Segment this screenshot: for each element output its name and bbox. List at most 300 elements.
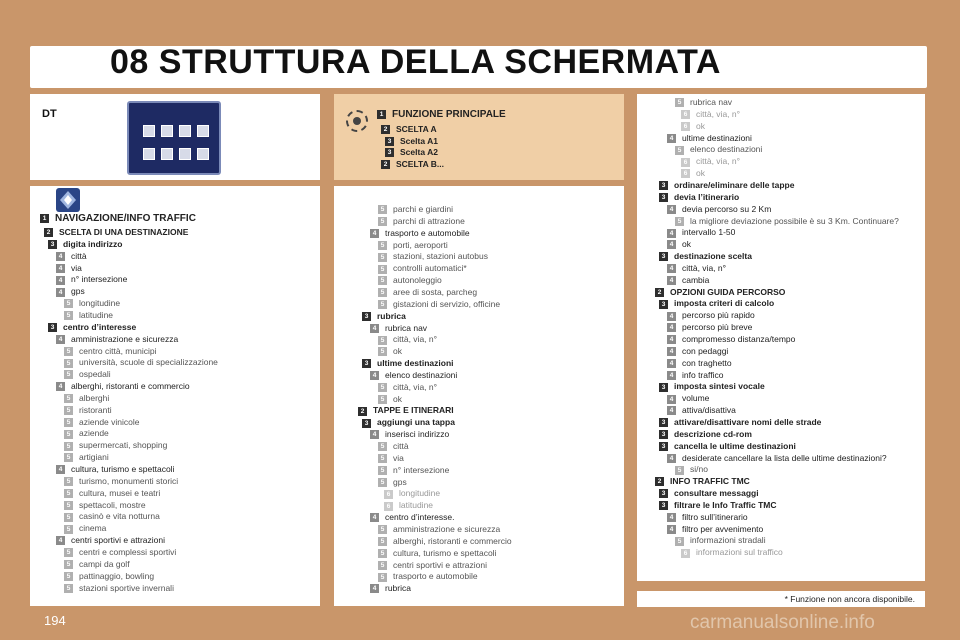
level-badge: 4 (370, 513, 379, 522)
menu-item-level-5 (64, 297, 120, 309)
menu-item-label: attiva/disattiva (682, 405, 736, 416)
menu-item-level-3 (659, 191, 739, 203)
menu-item-label: Scelta A2 (400, 147, 438, 157)
level-badge: 5 (378, 265, 387, 274)
level-badge: 4 (56, 465, 65, 474)
level-badge: 5 (675, 217, 684, 226)
level-badge: 5 (378, 276, 387, 285)
menu-item-label: via (393, 452, 404, 463)
menu-item-label: n° intersezione (393, 464, 450, 475)
menu-item-label: cultura, turismo e spettacoli (393, 547, 497, 558)
menu-item-level-3 (659, 380, 765, 392)
menu-item-label: cinema (79, 523, 107, 534)
menu-item-level-5 (64, 309, 113, 321)
menu-item-level-5 (378, 440, 409, 452)
watermark: carmanualsonline.info (690, 612, 875, 633)
level-badge: 3 (659, 383, 668, 392)
menu-item-level-5 (378, 570, 478, 582)
menu-item-level-2 (381, 158, 444, 170)
menu-item-label: elenco destinazioni (385, 369, 458, 380)
menu-item-label: alberghi, ristoranti e commercio (71, 381, 190, 392)
menu-item-level-6 (384, 487, 440, 499)
menu-item-level-4 (667, 369, 723, 381)
menu-item-level-2 (44, 226, 188, 238)
menu-item-level-4 (667, 357, 732, 369)
menu-item-level-5 (378, 535, 512, 547)
menu-item-label: stazioni, stazioni autobus (393, 251, 488, 262)
menu-item-level-6 (681, 120, 705, 132)
menu-item-label: info traffico (682, 369, 724, 380)
menu-item-level-6 (681, 546, 783, 558)
menu-item-level-4 (56, 463, 174, 475)
menu-item-label: città (71, 250, 87, 261)
menu-item-label: artigiani (79, 452, 109, 463)
menu-item-label: alberghi, ristoranti e commercio (393, 535, 512, 546)
level-badge: 5 (64, 501, 73, 510)
menu-item-label: ristoranti (79, 404, 112, 415)
menu-item-level-5 (378, 250, 488, 262)
menu-item-level-5 (64, 427, 109, 439)
level-badge: 4 (667, 371, 676, 380)
menu-item-level-5 (64, 356, 218, 368)
level-badge: 5 (64, 394, 73, 403)
menu-item-level-5 (64, 522, 106, 534)
level-badge: 3 (659, 252, 668, 261)
level-badge: 5 (378, 288, 387, 297)
menu-item-level-4 (667, 309, 755, 321)
menu-item-label: supermercati, shopping (79, 440, 168, 451)
level-badge: 4 (56, 276, 65, 285)
level-badge: 2 (358, 407, 367, 416)
menu-item-label: centri sportivi e attrazioni (71, 535, 166, 546)
menu-item-label: ordinare/eliminare delle tappe (674, 179, 795, 190)
footnote-box (637, 591, 925, 607)
level-badge: 4 (667, 134, 676, 143)
menu-item-level-3 (659, 179, 794, 191)
menu-item-label: autonoleggio (393, 275, 442, 286)
footnote-text: * Funzione non ancora disponibile. (784, 594, 915, 604)
menu-item-level-5 (675, 96, 732, 108)
menu-item-label: longitudine (399, 488, 441, 499)
menu-item-level-4 (56, 534, 165, 546)
level-badge: 4 (667, 406, 676, 415)
menu-item-level-5 (675, 534, 766, 546)
menu-item-label: la migliore deviazione possibile è su 3 Km. Continuare? (690, 215, 899, 226)
menu-item-level-3 (362, 310, 406, 322)
level-badge: 5 (64, 418, 73, 427)
level-badge: 5 (64, 453, 73, 462)
menu-item-label: SCELTA B... (396, 158, 445, 169)
menu-item-label: filtro per avvenimento (682, 523, 764, 534)
menu-item-label: rubrica nav (385, 322, 428, 333)
level-badge: 3 (659, 430, 668, 439)
menu-item-label: alberghi (79, 392, 110, 403)
menu-item-level-6 (384, 499, 433, 511)
menu-item-label: amministrazione e sicurezza (393, 523, 501, 534)
menu-item-label: con pedaggi (682, 345, 729, 356)
level-badge: 4 (370, 324, 379, 333)
level-badge: 5 (64, 311, 73, 320)
level-badge: 3 (659, 300, 668, 309)
level-badge: 5 (64, 489, 73, 498)
menu-item-label: SCELTA A (396, 124, 437, 134)
menu-item-label: rubrica nav (690, 97, 733, 107)
level-badge: 4 (667, 359, 676, 368)
level-badge: 6 (681, 110, 690, 119)
page-number: 194 (44, 613, 66, 628)
level-badge: 3 (385, 148, 394, 157)
menu-item-label: campi da golf (79, 558, 130, 569)
level-badge: 5 (64, 560, 73, 569)
level-badge: 5 (64, 525, 73, 534)
menu-item-level-5 (378, 286, 477, 298)
menu-item-level-2 (358, 404, 454, 416)
menu-item-label: ok (393, 346, 402, 357)
menu-item-level-4 (370, 369, 457, 381)
menu-item-level-5 (64, 558, 130, 570)
menu-item-level-4 (667, 392, 709, 404)
level-badge: 5 (64, 442, 73, 451)
level-badge: 6 (681, 158, 690, 167)
menu-item-level-4 (667, 238, 691, 250)
menu-item-label: stazioni sportive invernali (79, 582, 174, 593)
menu-item-label: imposta criteri di calcolo (674, 298, 775, 309)
menu-item-label: FUNZIONE PRINCIPALE (392, 109, 506, 120)
menu-item-level-1 (377, 108, 506, 120)
menu-item-label: gistazioni di servizio, officine (393, 298, 501, 309)
menu-item-level-4 (667, 274, 709, 286)
menu-item-label: TAPPE E ITINERARI (373, 405, 454, 416)
menu-item-level-6 (681, 155, 740, 167)
menu-item-level-5 (64, 345, 156, 357)
level-badge: 5 (64, 584, 73, 593)
level-badge: 4 (667, 395, 676, 404)
level-badge: 6 (384, 502, 393, 511)
menu-item-level-4 (667, 321, 752, 333)
level-badge: 3 (385, 137, 394, 146)
level-badge: 1 (40, 214, 49, 223)
menu-item-level-3 (362, 357, 454, 369)
level-badge: 5 (64, 513, 73, 522)
menu-item-label: devia l’itinerario (674, 191, 740, 202)
menu-item-label: ok (393, 393, 402, 404)
level-badge: 5 (378, 383, 387, 392)
screen-thumbnail-icon (127, 101, 221, 175)
menu-item-label: si/no (690, 464, 708, 475)
menu-item-level-5 (675, 463, 708, 475)
level-badge: 5 (378, 549, 387, 558)
level-badge: 5 (64, 347, 73, 356)
menu-item-label: desiderate cancellare la lista delle ultime destinazioni? (682, 452, 887, 463)
menu-item-level-5 (378, 274, 442, 286)
level-badge: 5 (675, 466, 684, 475)
menu-item-level-5 (378, 203, 453, 215)
level-badge: 5 (378, 217, 387, 226)
menu-item-label: aziende vinicole (79, 416, 140, 427)
level-badge: 4 (667, 276, 676, 285)
menu-item-level-5 (378, 333, 437, 345)
menu-item-label: parchi e giardini (393, 204, 454, 214)
menu-item-label: centro d’interesse (63, 321, 137, 332)
level-badge: 4 (667, 312, 676, 321)
level-badge: 5 (675, 146, 684, 155)
menu-item-level-4 (56, 250, 87, 262)
menu-tile-icon (179, 148, 191, 160)
level-badge: 4 (56, 264, 65, 273)
level-badge: 2 (381, 160, 390, 169)
menu-item-label: città, via, n° (696, 108, 741, 119)
menu-tile-icon (143, 125, 155, 137)
level-badge: 6 (681, 122, 690, 131)
level-badge: 2 (655, 477, 664, 486)
level-badge: 5 (64, 477, 73, 486)
menu-item-level-5 (64, 499, 146, 511)
menu-item-level-6 (681, 167, 705, 179)
dt-label: DT (42, 108, 57, 120)
level-badge: 5 (378, 347, 387, 356)
menu-item-label: cultura, musei e teatri (79, 487, 161, 498)
level-badge: 5 (378, 478, 387, 487)
menu-item-level-3 (659, 250, 752, 262)
menu-item-level-1 (40, 212, 196, 224)
level-badge: 2 (44, 228, 53, 237)
menu-item-level-4 (667, 132, 752, 144)
menu-item-label: parchi di attrazione (393, 215, 465, 226)
menu-item-level-5 (64, 404, 112, 416)
menu-item-level-4 (667, 523, 763, 535)
level-badge: 4 (370, 584, 379, 593)
menu-item-level-4 (667, 404, 736, 416)
level-badge: 4 (667, 525, 676, 534)
menu-item-label: città, via, n° (696, 156, 741, 167)
menu-item-level-5 (378, 464, 449, 476)
menu-item-label: città, via, n° (393, 334, 438, 345)
menu-item-level-5 (675, 143, 762, 155)
level-badge: 3 (362, 312, 371, 321)
level-badge: 1 (377, 110, 386, 119)
menu-item-label: latitudine (399, 500, 434, 511)
menu-item-level-4 (667, 262, 726, 274)
level-badge: 4 (667, 335, 676, 344)
menu-item-label: porti, aeroporti (393, 239, 448, 250)
menu-tile-icon (161, 125, 173, 137)
menu-item-level-4 (370, 322, 427, 334)
menu-item-label: ok (696, 168, 705, 179)
menu-item-label: compromesso distanza/tempo (682, 334, 796, 344)
level-badge: 4 (667, 205, 676, 214)
menu-item-level-5 (378, 452, 404, 464)
menu-item-label: con traghetto (682, 357, 732, 368)
level-badge: 3 (659, 181, 668, 190)
level-badge: 5 (64, 548, 73, 557)
menu-item-label: SCELTA DI UNA DESTINAZIONE (59, 227, 189, 237)
level-badge: 3 (659, 442, 668, 451)
level-badge: 4 (667, 513, 676, 522)
level-badge: 5 (64, 359, 73, 368)
menu-item-level-5 (64, 416, 139, 428)
level-badge: 3 (659, 193, 668, 202)
menu-item-level-5 (378, 298, 500, 310)
level-badge: 3 (362, 419, 371, 428)
menu-item-label: via (71, 262, 82, 273)
gear-icon (346, 110, 368, 132)
menu-item-label: percorso più rapido (682, 310, 755, 321)
menu-item-label: ok (696, 120, 705, 131)
level-badge: 3 (48, 323, 57, 332)
menu-item-label: gps (71, 286, 85, 297)
menu-item-label: informazioni stradali (690, 535, 766, 546)
menu-item-label: città, via, n° (393, 381, 438, 392)
menu-item-level-4 (667, 452, 887, 464)
menu-item-level-4 (56, 285, 85, 297)
menu-item-level-5 (378, 559, 487, 571)
menu-item-level-4 (56, 262, 82, 274)
level-badge: 5 (378, 336, 387, 345)
menu-tile-icon (179, 125, 191, 137)
level-badge: 4 (667, 454, 676, 463)
menu-item-label: INFO TRAFFIC TMC (670, 476, 750, 487)
menu-item-label: ok (682, 239, 691, 250)
menu-item-label: centri sportivi e attrazioni (393, 559, 488, 570)
menu-item-label: controlli automatici* (393, 263, 467, 274)
menu-item-label: longitudine (79, 298, 121, 309)
menu-item-level-3 (659, 487, 759, 499)
level-badge: 3 (362, 359, 371, 368)
navigation-icon (56, 188, 80, 212)
menu-item-label: aree di sosta, parcheg (393, 286, 478, 297)
menu-item-level-4 (667, 333, 795, 345)
menu-item-label: trasporto e automobile (393, 571, 478, 582)
menu-item-label: aggiungi una tappa (377, 417, 455, 428)
menu-item-label: consultare messaggi (674, 488, 759, 499)
level-badge: 6 (681, 549, 690, 558)
level-badge: 2 (381, 125, 390, 134)
level-badge: 5 (378, 466, 387, 475)
level-badge: 4 (56, 288, 65, 297)
menu-item-level-5 (64, 439, 167, 451)
menu-item-level-5 (378, 381, 437, 393)
menu-tile-icon (143, 148, 155, 160)
menu-item-level-4 (370, 582, 411, 594)
menu-item-level-2 (381, 123, 437, 135)
menu-item-label: Scelta A1 (400, 135, 438, 146)
menu-item-label: aziende (79, 428, 109, 439)
level-badge: 5 (378, 573, 387, 582)
level-badge: 4 (56, 382, 65, 391)
menu-item-label: centri e complessi sportivi (79, 546, 177, 557)
level-badge: 5 (675, 537, 684, 546)
level-badge: 5 (64, 370, 73, 379)
menu-item-level-3 (48, 238, 123, 250)
menu-item-label: rubrica (385, 583, 411, 594)
menu-item-level-5 (378, 215, 465, 227)
menu-item-label: casinò e vita notturna (79, 511, 160, 522)
menu-item-level-4 (667, 226, 735, 238)
level-badge: 5 (378, 561, 387, 570)
menu-item-label: ospedali (79, 369, 111, 380)
menu-item-level-5 (64, 546, 176, 558)
menu-item-label: università, scuole di specializzazione (79, 357, 218, 368)
level-badge: 5 (378, 205, 387, 214)
menu-item-level-3 (48, 321, 136, 333)
level-badge: 5 (378, 300, 387, 309)
level-badge: 3 (48, 240, 57, 249)
menu-item-level-3 (659, 297, 774, 309)
menu-item-level-5 (675, 215, 899, 227)
menu-item-label: trasporto e automobile (385, 227, 470, 238)
level-badge: 5 (64, 299, 73, 308)
menu-item-level-3 (385, 146, 438, 158)
level-badge: 4 (370, 371, 379, 380)
level-badge: 5 (378, 253, 387, 262)
menu-item-label: descrizione cd-rom (674, 428, 752, 439)
menu-item-level-5 (378, 476, 407, 488)
menu-item-level-2 (655, 286, 785, 298)
menu-item-label: devia percorso su 2 Km (682, 203, 772, 214)
menu-item-label: latitudine (79, 309, 114, 320)
menu-item-label: turismo, monumenti storici (79, 475, 179, 486)
level-badge: 3 (659, 418, 668, 427)
legend-panel (334, 94, 624, 180)
level-badge: 5 (378, 525, 387, 534)
level-badge: 4 (667, 264, 676, 273)
level-badge: 2 (655, 288, 664, 297)
menu-item-level-6 (681, 108, 740, 120)
menu-item-label: attivare/disattivare nomi delle strade (674, 416, 822, 427)
level-badge: 3 (659, 501, 668, 510)
menu-tile-icon (197, 125, 209, 137)
level-badge: 5 (378, 537, 387, 546)
menu-item-label: n° intersezione (71, 274, 128, 285)
menu-item-level-5 (378, 393, 402, 405)
menu-item-level-5 (64, 510, 160, 522)
menu-item-label: centro città, municipi (79, 345, 157, 356)
menu-item-level-5 (64, 570, 154, 582)
level-badge: 5 (675, 98, 684, 107)
level-badge: 6 (384, 490, 393, 499)
menu-item-label: cultura, turismo e spettacoli (71, 464, 175, 474)
menu-item-level-4 (56, 333, 178, 345)
level-badge: 4 (667, 229, 676, 238)
menu-item-level-2 (655, 475, 750, 487)
menu-tile-icon (197, 148, 209, 160)
menu-item-label: cambia (682, 274, 710, 285)
level-badge: 5 (378, 442, 387, 451)
menu-item-label: filtrare le Info Traffic TMC (674, 499, 777, 510)
level-badge: 4 (370, 430, 379, 439)
level-badge: 5 (378, 454, 387, 463)
menu-tile-icon (161, 148, 173, 160)
menu-item-label: filtro sull’itinerario (682, 511, 748, 522)
menu-item-level-4 (370, 511, 454, 523)
menu-item-label: pattinaggio, bowling (79, 570, 155, 581)
menu-item-label: cancella le ultime destinazioni (674, 440, 796, 451)
menu-item-level-5 (64, 582, 174, 594)
menu-item-level-3 (385, 135, 438, 147)
level-badge: 5 (378, 395, 387, 404)
menu-item-label: centro d’interesse. (385, 512, 455, 523)
menu-item-label: digita indirizzo (63, 238, 123, 249)
level-badge: 5 (378, 241, 387, 250)
menu-item-level-5 (378, 262, 467, 274)
menu-item-label: volume (682, 393, 710, 404)
menu-item-label: spettacoli, mostre (79, 499, 146, 510)
menu-item-label: NAVIGAZIONE/INFO TRAFFIC (55, 213, 196, 224)
menu-item-level-4 (56, 273, 127, 285)
menu-item-level-4 (56, 380, 190, 392)
menu-item-label: inserisci indirizzo (385, 429, 450, 440)
level-badge: 3 (659, 489, 668, 498)
